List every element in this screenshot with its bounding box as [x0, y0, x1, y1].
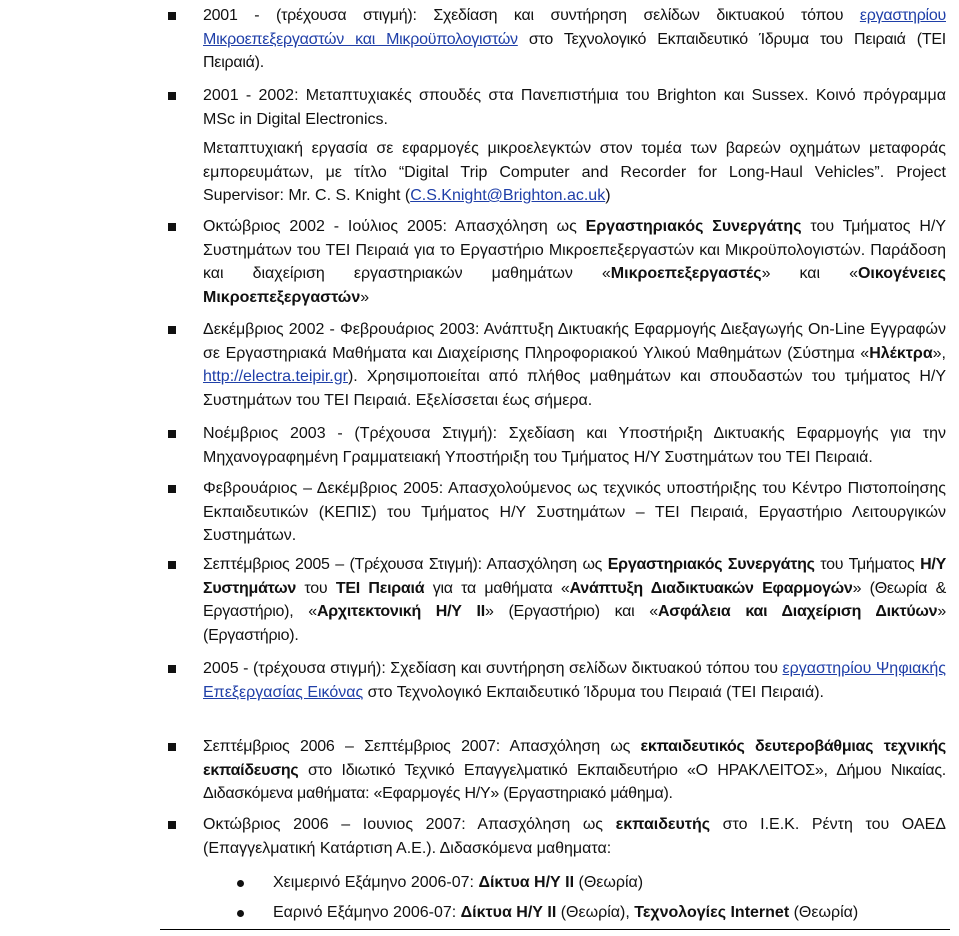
square-bullet-icon: [168, 430, 176, 438]
text-run: 2005 - (τρέχουσα στιγμή): Σχεδίαση και συντήρηση σελίδων δικτυακού τόπου του: [203, 660, 783, 677]
text-run: » (Θεωρία & Εργαστήριο), «: [203, 579, 947, 620]
bold-text: Η/Υ Συστημάτων: [203, 556, 947, 597]
text-run: στο Τεχνολογικό Εκπαιδευτικό Ίδρυμα του Πειραιά (ΤΕΙ Πειραιά).: [363, 683, 824, 701]
text-run: ). Χρησιμοποιείται από πλήθος μαθημάτων και σπουδαστών του τμήματος Η/Υ Συστημάτων του ΤΕΙ Πειραιά. Εξελίσσεται έως σήμερα.: [203, 368, 946, 409]
cv-entry-text: [203, 553, 946, 647]
cv-entry-text: [203, 84, 946, 131]
text-run: Σεπτέμβριος 2005 – (Τρέχουσα Στιγμή): Απασχόληση ως: [203, 556, 608, 573]
round-bullet-icon: [237, 910, 244, 917]
bold-text: εκπαιδευτής: [615, 816, 711, 833]
square-bullet-icon: [168, 12, 176, 20]
text-run: του Τμήματος Η/Υ Συστημάτων του ΤΕΙ Πειραιά για το Εργαστήριο Μικροεπεξεργαστών και Μικροϋπολογιστών. Παράδοση και διαχείριση εργαστηριακών μαθημάτων «: [203, 218, 946, 282]
square-bullet-icon: [168, 326, 176, 334]
thesis-paragraph: [203, 137, 946, 208]
cv-entry-2: [168, 84, 946, 131]
text-run: ): [605, 187, 611, 204]
course-item: [273, 901, 858, 925]
text-run: Χειμερινό Εξάμηνο 2006-07:: [273, 874, 479, 891]
text-run: Εαρινό Εξάμηνο 2006-07:: [273, 904, 461, 921]
cv-entry-text: [203, 735, 946, 806]
square-bullet-icon: [168, 92, 176, 100]
text-run: »: [360, 288, 370, 306]
bold-text: Ανάπτυξη Διαδικτυακών Εφαρμογών: [569, 579, 853, 597]
text-run: Δεκέμβριος 2002 - Φεβρουάριος 2003: Ανάπτυξη Δικτυακής Εφαρμογής Διεξαγωγής On-Line Εγγραφών σε Εργαστηριακά Μαθήματα και Διαχείρισης Πληροφοριακού Υλικού Μαθημάτων (Σύστημα «: [203, 321, 946, 362]
text-run: (Θεωρία): [574, 874, 644, 891]
page-bottom-rule: [160, 929, 950, 930]
bold-text: Τεχνολογίες Internet: [634, 904, 790, 921]
course-item: [273, 871, 643, 895]
bold-text: εκπαιδευτικός δευτεροβάθμιας τεχνικής εκπαίδευσης: [203, 738, 947, 779]
bold-text: ΤΕΙ Πειραιά: [335, 579, 425, 597]
bold-text: Εργαστηριακός Συνεργάτης: [607, 556, 815, 573]
bold-text: Εργαστηριακός Συνεργάτης: [585, 218, 802, 235]
cv-entry-8: [168, 657, 946, 704]
text-link[interactable]: C.S.Knight@Brighton.ac.uk: [410, 187, 606, 204]
text-run: Οκτώβριος 2006 – Ιουνιος 2007: Απασχόληση ως: [203, 816, 616, 833]
square-bullet-icon: [168, 561, 176, 569]
square-bullet-icon: [168, 485, 176, 493]
cv-entry-7: [168, 553, 946, 647]
cv-entry-4: [168, 318, 946, 412]
text-run: (Θεωρία),: [556, 904, 635, 921]
bold-text: Οικογένειες Μικροεπεξεργαστών: [203, 265, 946, 306]
cv-entry-6: [168, 477, 946, 548]
bold-text: Δίκτυα Η/Υ ΙΙ: [478, 874, 575, 891]
text-run: του Τμήματος: [814, 556, 921, 573]
cv-entry-10: [168, 813, 946, 860]
bold-text: Ηλέκτρα: [869, 344, 933, 362]
cv-entry-text: [203, 215, 946, 309]
cv-entry-text: [203, 4, 946, 75]
text-run: Φεβρουάριος – Δεκέμβριος 2005: Απασχολούμενος ως τεχνικός υποστήριξης του Κέντρο Πιστοποίησης Εκπαιδευτικών (ΚΕΠΙΣ) του Τμήματος Η/Υ Συστημάτων – ΤΕΙ Πειραιά, Εργαστήριο Λειτουργικών Συστημάτων.: [203, 480, 946, 544]
text-run: του: [296, 579, 336, 597]
bold-text: Αρχιτεκτονική Η/Υ ΙΙ: [316, 603, 485, 620]
text-link[interactable]: εργαστηρίου Μικροεπεξεργαστών και Μικροϋπολογιστών: [203, 7, 946, 48]
text-run: Μεταπτυχιακή εργασία σε εφαρμογές μικροελεγκτών στον τομέα των βαρεών οχημάτων μεταφοράς εμπορευμάτων, με τίτλο “Digital Trip Computer and Recorder for Long-Haul Vehicles”. Project Supervisor: Mr. C. S. Knight (: [203, 140, 946, 204]
text-run: » (Εργαστήριο).: [203, 603, 946, 644]
text-run: για τα μαθήματα «: [424, 579, 570, 597]
bold-text: Μικροεπεξεργαστές: [610, 265, 762, 282]
text-link[interactable]: http://electra.teipir.gr: [203, 368, 348, 385]
square-bullet-icon: [168, 743, 176, 751]
bold-text: Δίκτυα Η/Υ ΙΙ: [460, 904, 557, 921]
text-run: Σεπτέμβριος 2006 – Σεπτέμβριος 2007: Απασχόληση ως: [203, 738, 641, 755]
round-bullet-icon: [237, 880, 244, 887]
cv-entry-text: [203, 477, 946, 548]
text-run: Οκτώβριος 2002 - Ιούλιος 2005: Απασχόληση ως: [203, 218, 586, 235]
cv-entry-5: [168, 422, 946, 469]
text-run: στο Τεχνολογικό Εκπαιδευτικό Ίδρυμα του Πειραιά (ΤΕΙ Πειραιά).: [203, 30, 946, 71]
cv-entry-text: [203, 318, 946, 412]
cv-entry-9: [168, 735, 946, 806]
bold-text: Ασφάλεια και Διαχείριση Δικτύων: [657, 603, 938, 620]
square-bullet-icon: [168, 821, 176, 829]
text-run: » και «: [761, 265, 858, 282]
text-run: στο Ι.Ε.Κ. Ρέντη του ΟΑΕΔ (Επαγγελματική Κατάρτιση Α.Ε.). Διδασκόμενα μαθηματα:: [203, 816, 946, 857]
cv-entry-1: [168, 4, 946, 75]
cv-entry-3: [168, 215, 946, 309]
cv-entry-text: [203, 813, 946, 860]
text-run: »,: [932, 344, 946, 362]
text-run: 2001 - (τρέχουσα στιγμή): Σχεδίαση και συντήρηση σελίδων δικτυακού τόπου: [203, 7, 860, 24]
text-run: (Θεωρία): [789, 904, 859, 921]
text-link[interactable]: εργαστηρίου Ψηφιακής Επεξεργασίας Εικόνας: [203, 660, 946, 701]
text-run: Νοέμβριος 2003 - (Τρέχουσα Στιγμή): Σχεδίαση και Υποστήριξη Δικτυακής Εφαρμογής για την Μηχανογραφημένη Γραμματειακή Υποστήριξη του Τμήματος Η/Υ Συστημάτων του ΤΕΙ Πειραιά.: [203, 425, 946, 466]
square-bullet-icon: [168, 223, 176, 231]
text-run: » (Εργαστήριο) και «: [484, 603, 658, 620]
cv-entry-text: [203, 657, 946, 704]
cv-entry-text: [203, 422, 946, 469]
text-run: 2001 - 2002: Μεταπτυχιακές σπουδές στα Πανεπιστήμια του Brighton και Sussex. Κοινό πρόγραμμα MSc in Digital Electronics.: [203, 87, 946, 128]
text-run: στο Ιδιωτικό Τεχνικό Επαγγελματικό Εκπαιδευτήριο «Ο ΗΡΑΚΛΕΙΤΟΣ», Δήμου Νικαίας. Διδασκόμενα μαθήματα: «Εφαρμογές Η/Υ» (Εργαστηριακό μάθημα).: [203, 761, 946, 802]
square-bullet-icon: [168, 665, 176, 673]
